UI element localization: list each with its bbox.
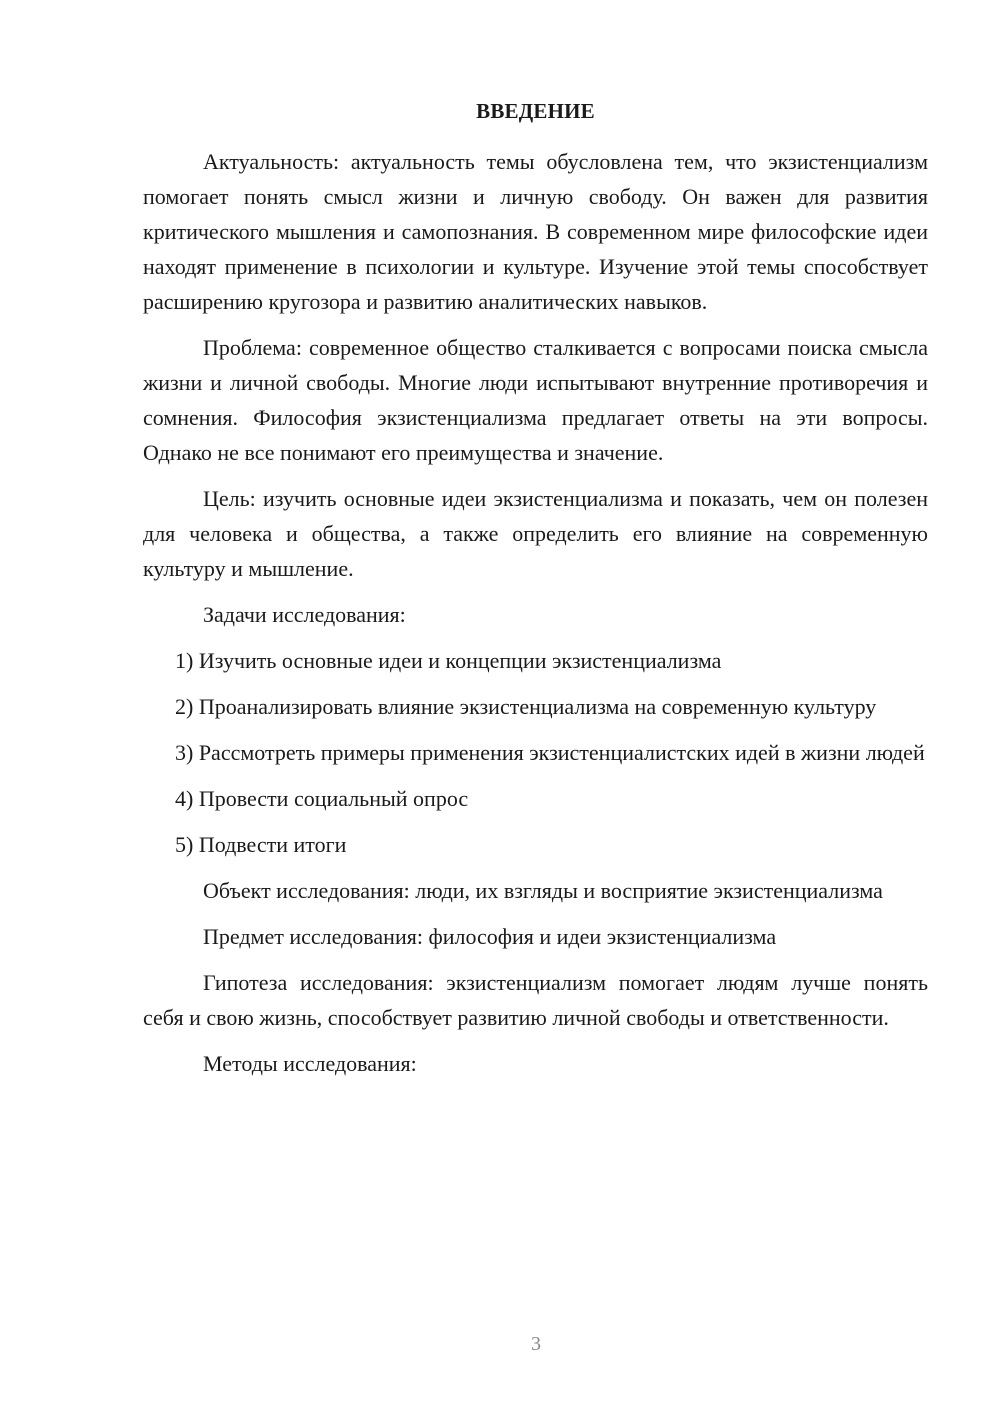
goal-paragraph: Цель: изучить основные идеи экзистенциализма и показать, чем он полезен для человека и общества, а также определить его влияние на современную культуру и мышление. (143, 486, 928, 581)
relevance-paragraph: Актуальность: актуальность темы обусловлена тем, что экзистенциализм помогает понять смысл жизни и личную свободу. Он важен для развития критического мышления и самопознания. В современном мире философские идеи находят применение в психологии и культуре. Изучение этой темы способствует расширению кругозора и развитию аналитических навыков. (143, 149, 928, 314)
object-paragraph: Объект исследования: люди, их взгляды и восприятие экзистенциализма (203, 878, 883, 903)
section-title: ВВЕДЕНИЕ (476, 99, 595, 123)
tasks-heading: Задачи исследования: (203, 602, 406, 627)
page-number: 3 (531, 1333, 541, 1355)
task-item-4: 4) Провести социальный опрос (175, 786, 469, 811)
hypothesis-paragraph: Гипотеза исследования: экзистенциализм помогает людям лучше понять себя и свою жизнь, способствует развитию личной свободы и ответственности. (143, 970, 928, 1030)
task-item-2: 2) Проанализировать влияние экзистенциализма на современную культуру (175, 694, 877, 719)
page-content (143, 96, 928, 1092)
task-item-3: 3) Рассмотреть примеры применения экзистенциалистских идей в жизни людей (175, 740, 925, 765)
problem-paragraph: Проблема: современное общество сталкивается с вопросами поиска смысла жизни и личной свободы. Многие люди испытывают внутренние противоречия и сомнения. Философия экзистенциализма предлагает ответы на эти вопросы. Однако не все понимают его преимущества и значение. (143, 335, 928, 465)
task-item-5: 5) Подвести итоги (175, 832, 347, 857)
task-item-1: 1) Изучить основные идеи и концепции экзистенциализма (175, 648, 722, 673)
methods-heading: Методы исследования: (203, 1051, 417, 1076)
subject-paragraph: Предмет исследования: философия и идеи экзистенциализма (203, 924, 777, 949)
